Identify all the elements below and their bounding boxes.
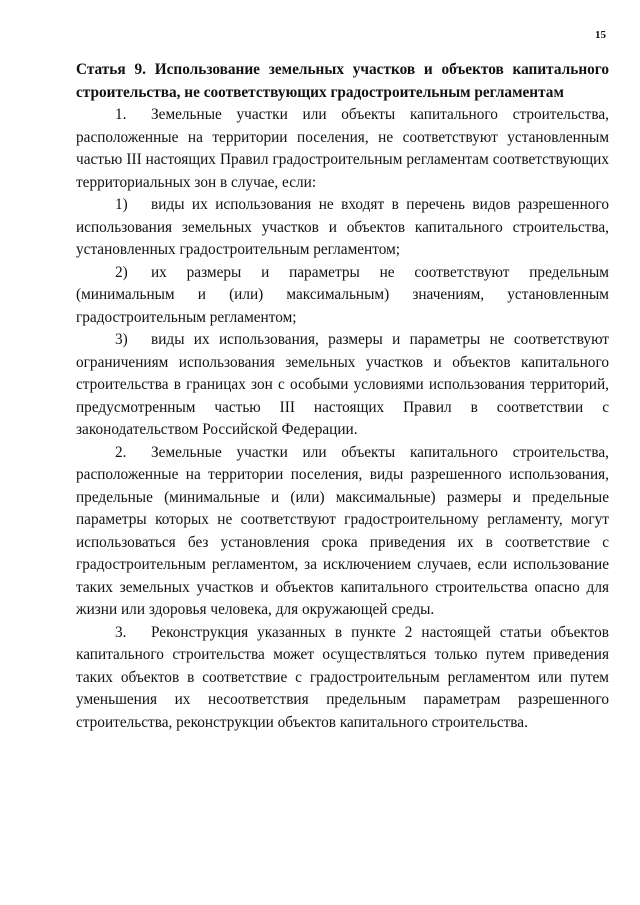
paragraph-1: [76, 104, 609, 194]
paragraph-number: 3): [115, 331, 128, 348]
paragraph-text: Земельные участки или объекты капитального строительства, расположенные на территории поселения, виды разрешенного использования, предельные (минимальные и (или) максимальные) размеры и предельные параметры которых не соответствуют градостроительному регламенту, могут использоваться без установления срока приведения их в соответствие с градостроительным регламентом, за исключением случаев, если использование таких земельных участков и объектов капитального строительства опасно для жизни или здоровья человека, для окружающей среды.: [76, 443, 609, 618]
paragraph-1-item-2: [76, 262, 609, 330]
paragraph-number: 2.: [115, 443, 127, 461]
paragraph-text: Земельные участки или объекты капитального строительства, расположенные на территории поселения, не соответствуют установленным частью III настоящих Правил градостроительным регламентам соответствующих территориальных зон в случае, если:: [76, 106, 609, 191]
article-heading-line-1: Статья 9. Использование земельных участков и объектов капитального: [76, 61, 609, 78]
article-heading: [76, 59, 609, 104]
paragraph-2: [76, 442, 609, 622]
paragraph-text: виды их использования не входят в перечень видов разрешенного использования земельных участков и объектов капитального строительства, установленных градостроительным регламентом;: [76, 196, 609, 258]
paragraph-3: [76, 622, 609, 735]
paragraph-number: 1.: [115, 106, 127, 123]
paragraph-1-item-1: [76, 194, 609, 262]
article-heading-line-2: строительства, не соответствующих градостроительным регламентам: [76, 83, 564, 101]
paragraph-text: виды их использования, размеры и параметры не соответствуют ограничениям использования земельных участков и объектов капитального строительства в границах зон с особыми условиями использования территорий, предусмотренным частью III настоящих Правил в соответствии с законодательством Российской Федерации.: [76, 331, 609, 438]
paragraph-number: 1): [115, 196, 128, 213]
paragraph-text: Реконструкция указанных в пункте 2 настоящей статьи объектов капитального строительства может осуществляться только путем приведения таких объектов в соответствие с градостроительным регламентом или путем уменьшения их несоответствия предельным параметрам разрешенного строительства, реконструкции объектов капитального строительства.: [76, 623, 609, 731]
paragraph-text: их размеры и параметры не соответствуют предельным (минимальным и (или) максимальным) значениям, установленным градостроительным регламентом;: [76, 263, 609, 326]
document-body: [76, 59, 609, 734]
paragraph-1-item-3: [76, 329, 609, 442]
paragraph-number: 3.: [115, 623, 127, 641]
paragraph-number: 2): [115, 263, 128, 281]
page-number: 15: [595, 29, 606, 41]
